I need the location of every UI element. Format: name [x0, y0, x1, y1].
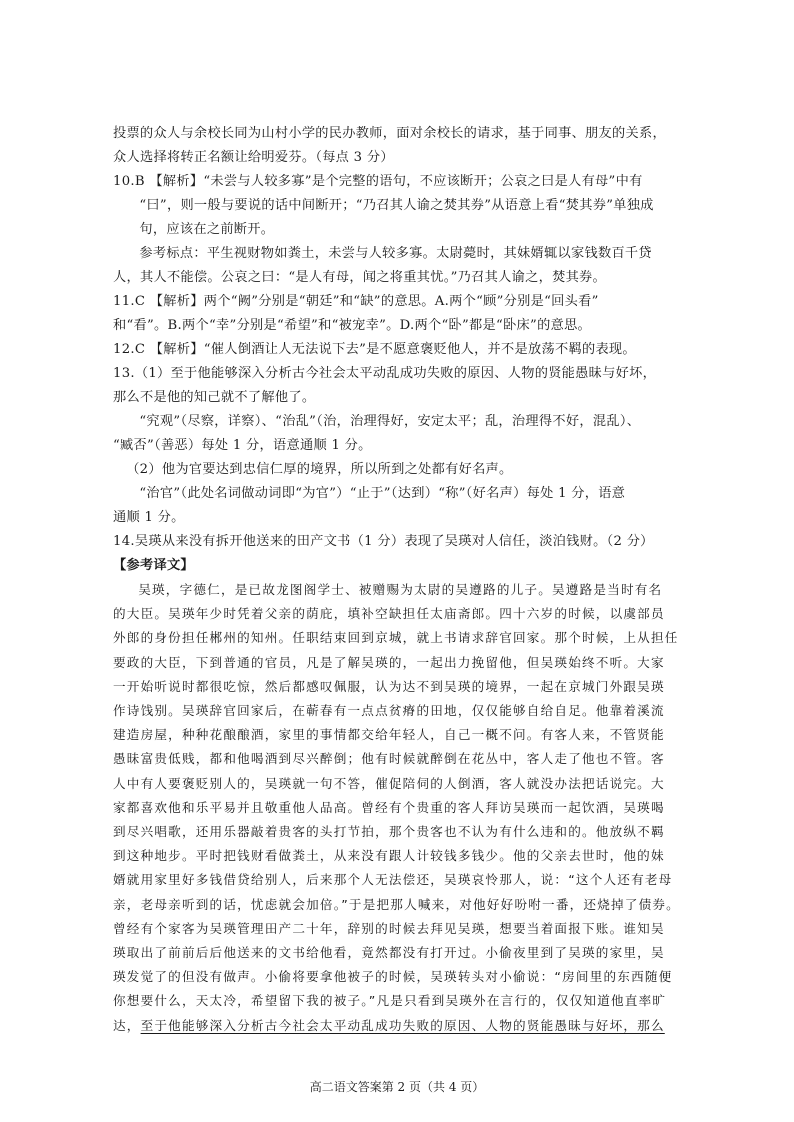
translation-line: 要政的大臣，下到普通的官员，凡是了解吴瑛的，一起出力挽留他，但吴瑛始终不听。大家 — [113, 654, 665, 670]
translation-line: 愚昧富贵低贱，都和他喝酒到尽兴醉倒；他有时候就醉倒在花丛中，客人走了他也不管。客 — [113, 751, 665, 767]
scoring-note: “究观”（尽察，详察）、“治乱”（治，治理得好，安定太平；乱，治理得不好，混乱）、 — [139, 414, 641, 429]
analysis-text: 句，应该在之前断开。 — [139, 222, 275, 237]
scoring-note: “治官”（此处名词做动词即“为官”）“止于”（达到）“称”（好名声）每处 1 分，语意 — [139, 486, 626, 501]
reference-punctuation: 人，其人不能偿。公哀之曰：“是人有母，闻之将重其忧。”乃召其人谕之，焚其券。 — [113, 270, 607, 285]
analysis-tag: 【解析】 — [149, 294, 204, 309]
translation-line: 一开始听说时都很吃惊，然后都感叹佩服，认为达不到吴瑛的境界，一起在京城门外跟吴瑛 — [113, 678, 665, 694]
scoring-note: 通顺 1 分。 — [113, 510, 185, 525]
translation-line: 作诗饯别。吴瑛辞官回家后，在蕲春有一点点贫瘠的田地，仅仅能够自给自足。他靠着溪流 — [113, 703, 665, 719]
translation-header: 【参考译文】 — [113, 558, 194, 573]
analysis-text: “曰”，则一般与要说的话中间断开；“乃召其人谕之焚其券”从语意上看“焚其券”单独成 — [139, 198, 654, 213]
analysis-text: 和“看”。B.两个“幸”分别是“希望”和“被宠幸”。D.两个“卧”都是“卧床”的意思。 — [113, 318, 592, 333]
analysis-text: “未尝与人较多寡”是个完整的语句，不应该断开；公哀之曰是人有母”中有 — [203, 174, 643, 189]
intro-line: 众人选择将转正名额让给明爱芬。（每点 3 分） — [113, 150, 394, 165]
sub-label: （2） — [126, 462, 162, 477]
translation-line: 建造房屋，种种花酿酿酒，家里的事情都交给年轻人，自己一概不问。有客人来，不管贤能 — [113, 727, 665, 743]
translation-line: 家都喜欢他和乐平易并且敬重他人品高。曾经有个贵重的客人拜访吴瑛而一起饮酒，吴瑛喝 — [113, 799, 665, 815]
question-number: 12.C — [113, 342, 146, 357]
intro-line: 投票的众人与余校长同为山村小学的民办教师，面对余校长的请求，基于同事、朋友的关系， — [113, 126, 666, 141]
translation-line: 的大臣。吴瑛年少时凭着父亲的荫庇，填补空缺担任太庙斋郎。四十六岁的时候，以虞部员 — [113, 606, 665, 622]
translation-line: 到尽兴唱歌，还用乐器敲着贵客的头打节拍，那个贵客也不认为有什么违和的。他放纵不羁 — [113, 824, 665, 840]
answer-11 — [113, 290, 685, 314]
question-number: 11.C — [113, 294, 146, 309]
answer-page — [113, 122, 685, 1038]
answer-13-part-2 — [113, 458, 685, 482]
analysis-text: 两个“阙”分别是“朝廷”和“缺”的意思。A.两个“顾”分别是“回头看” — [203, 294, 599, 309]
analysis-tag: 【解析】 — [149, 342, 204, 357]
underlined-sentence: 至于他能够深入分析古今社会太平动乱成功失败的原因、人物的贤能愚昧与好坏，那么 — [140, 1017, 665, 1033]
question-number: 13. — [113, 366, 135, 381]
translation-line: 亲，老母亲听到的话，忧虑就会加倍。”于是把那人喊来，对他好好吩咐一番，还烧掉了债券。 — [113, 896, 680, 912]
translation-line: 婿就用家里好多钱借贷给别人，后来那个人无法偿还，吴瑛哀怜那人，说：“这个人还有老母 — [113, 872, 673, 888]
answer-12 — [113, 338, 685, 362]
translation-answer: 那么不是他的知己就不了解他了。 — [113, 390, 316, 405]
reference-punctuation: 参考标点：平生视财物如粪土，未尝与人较多寡。太尉薨时，其妹婿辄以家钱数百千贷 — [139, 246, 652, 261]
translation-answer: 至于他能够深入分析古今社会太平动乱成功失败的原因、人物的贤能愚昧与好坏， — [170, 366, 657, 381]
translation-line: 你想要什么，天太冷，希望留下我的被子。”凡是只看到吴瑛外在言行的，仅仅知道他直率旷 — [113, 993, 667, 1009]
answer-14: 14.吴瑛从来没有拆开他送来的田产文书（1 分）表现了吴瑛对人信任，淡泊钱财。（2 分） — [113, 534, 654, 549]
translation-line: 外郎的身份担任郴州的知州。任职结束回到京城，就上书请求辞官回家。那个时候，上从担任 — [113, 630, 679, 646]
translation-line: 吴瑛，字德仁，是已故龙图阁学士、被赠赐为太尉的吴遵路的儿子。吴遵路是当时有名 — [138, 582, 663, 597]
question-number: 10.B — [113, 174, 145, 189]
translation-line: 瑛取出了前前后后他送来的文书给他看，竟然都没有打开过。小偷夜里到了吴瑛的家里，吴 — [113, 945, 665, 961]
translation-body — [113, 578, 685, 1038]
translation-line — [113, 1014, 685, 1038]
sub-label: （1） — [134, 366, 171, 381]
translation-answer: 他为官要达到忠信仁厚的境界，所以所到之处都有好名声。 — [161, 462, 513, 477]
analysis-text: “催人倒酒让人无法说下去”是不愿意褒贬他人，并不是放荡不羁的表现。 — [203, 342, 636, 357]
translation-line: 瑛发觉了的但没有做声。小偷将要拿他被子的时候，吴瑛转头对小偷说：“房间里的东西随便 — [113, 969, 673, 985]
answer-13-part-1 — [113, 362, 685, 386]
answer-10 — [113, 170, 685, 194]
translation-line: 曾经有个家客为吴瑛管理田产二十年，辞别的时候去拜见吴瑛，想要当着面报下账。谁知吴 — [113, 920, 665, 936]
translation-text: 达， — [113, 1017, 141, 1033]
page-footer: 高二语文答案第 2 页（共 4 页） — [309, 1080, 485, 1094]
analysis-tag: 【解析】 — [149, 174, 204, 189]
translation-line: 人中有人要褒贬别人的，吴瑛就一句不答，催促陪伺的人倒酒，客人就没办法把话说完。大 — [113, 775, 665, 791]
translation-line: 到这种地步。平时把钱财看做粪土，从来没有跟人计较钱多钱少。他的父亲去世时，他的妹 — [113, 848, 665, 864]
scoring-note: “臧否”（善恶）每处 1 分，语意通顺 1 分。 — [113, 438, 372, 453]
